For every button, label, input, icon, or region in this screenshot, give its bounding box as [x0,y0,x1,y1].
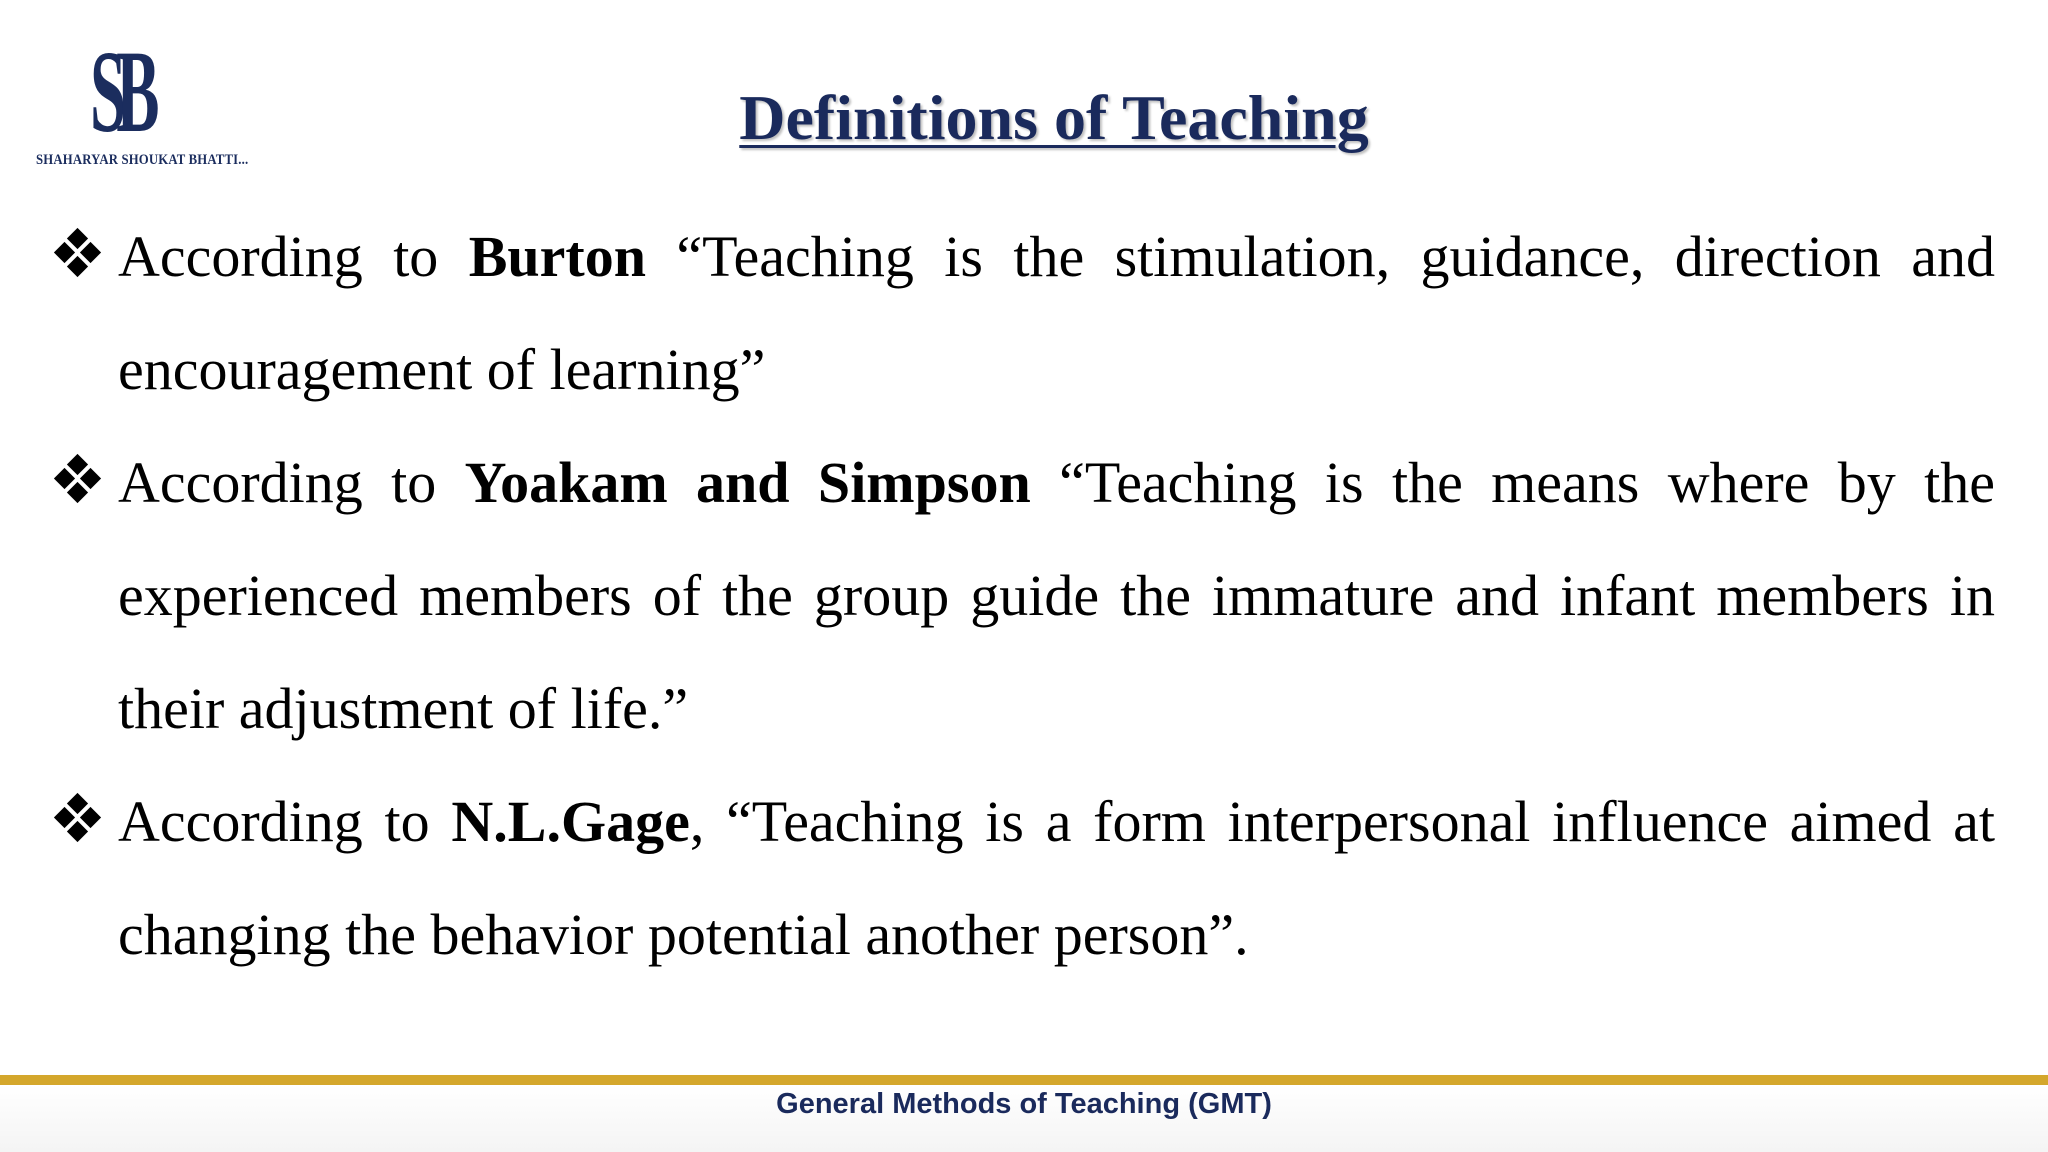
footer-accent-bar [0,1075,2048,1085]
definition-gage [55,765,1995,991]
four-diamond-icon [55,456,101,502]
definition-prefix: According to [118,450,465,515]
definition-text: “Teaching is the stimulation, guidance, direction and encouragement of learning” [118,224,1995,402]
four-diamond-icon [55,795,101,841]
slide-title: Definitions of Teaching [739,82,1369,153]
definition-prefix: According to [118,789,452,854]
definitions-list [55,200,1995,991]
footer-course-title: General Methods of Teaching (GMT) [776,1088,1272,1120]
author-name: Yoakam and Simpson [464,450,1031,515]
definition-prefix: According to [118,224,469,289]
definition-text: , “Teaching is a form interpersonal influence aimed at changing the behavior potential another person”. [118,789,1995,967]
author-name: Burton [468,224,646,289]
definition-burton [55,200,1995,426]
logo-monogram: SB [90,26,150,157]
logo-name: SHAHARYAR SHOUKAT BHATTI... [36,152,249,168]
author-name: N.L.Gage [451,789,690,854]
definition-yoakam-simpson [55,426,1995,765]
four-diamond-icon [55,230,101,276]
definition-text: “Teaching is the means where by the experienced members of the group guide the immature and infant members in their adjustment of life.” [118,450,1995,741]
